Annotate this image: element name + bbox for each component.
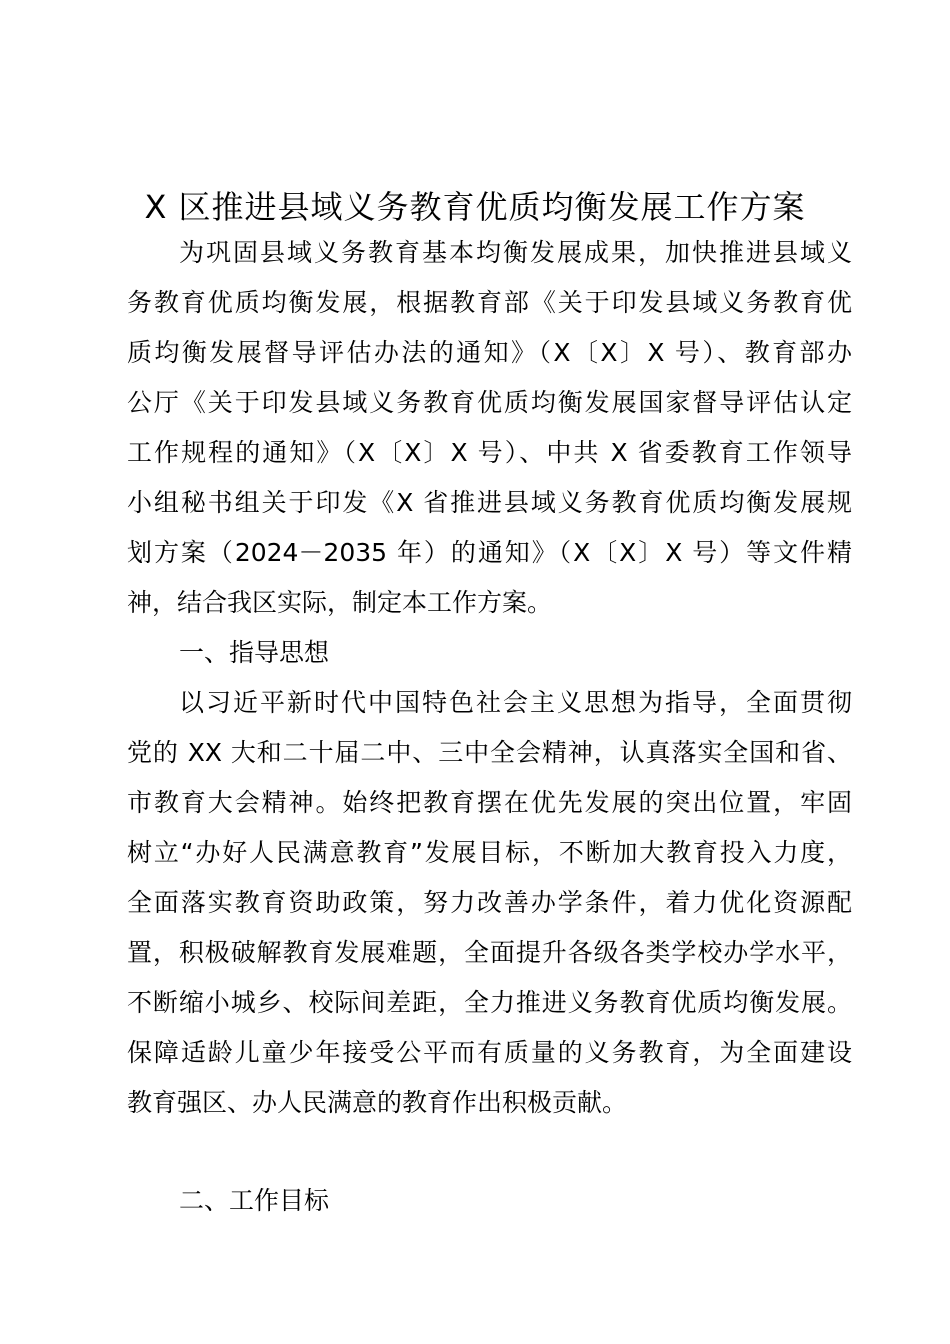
document-body	[127, 228, 852, 1226]
intro-line: 工作规程的通知》（X〔X〕X 号）、中共 X 省委教育工作领导	[127, 438, 852, 467]
paragraph-line: 树立“办好人民满意教育”发展目标，不断加大教育投入力度，	[127, 838, 852, 867]
paragraph-spacing	[127, 1128, 852, 1176]
intro-line: 划方案（2024－2035 年）的通知》（X〔X〕X 号）等文件精	[127, 538, 852, 567]
section-heading-work-goals: 二、工作目标	[179, 1186, 330, 1215]
paragraph-line: 置，积极破解教育发展难题，全面提升各级各类学校办学水平，	[127, 938, 852, 967]
intro-line: 务教育优质均衡发展，根据教育部《关于印发县域义务教育优	[127, 288, 852, 317]
section-heading-guiding-ideology: 一、指导思想	[179, 638, 330, 667]
intro-line: 质均衡发展督导评估办法的通知》（X〔X〕X 号）、教育部办	[127, 338, 852, 367]
paragraph-line: 全面落实教育资助政策，努力改善办学条件，着力优化资源配	[127, 888, 852, 917]
document-title: X 区推进县域义务教育优质均衡发展工作方案	[144, 188, 806, 226]
intro-line: 神，结合我区实际，制定本工作方案。	[127, 588, 553, 617]
paragraph-line: 保障适龄儿童少年接受公平而有质量的义务教育，为全面建设	[127, 1038, 852, 1067]
intro-line: 小组秘书组关于印发《X 省推进县域义务教育优质均衡发展规	[127, 488, 852, 517]
intro-line: 公厅《关于印发县域义务教育优质均衡发展国家督导评估认定	[127, 388, 852, 417]
intro-line: 为巩固县域义务教育基本均衡发展成果，加快推进县域义	[179, 238, 852, 267]
paragraph-line: 不断缩小城乡、校际间差距，全力推进义务教育优质均衡发展。	[127, 988, 852, 1017]
paragraph-line: 市教育大会精神。始终把教育摆在优先发展的突出位置，牢固	[127, 788, 852, 817]
guiding-ideology-paragraph	[127, 678, 852, 1128]
paragraph-line: 党的 XX 大和二十届二中、三中全会精神，认真落实全国和省、	[127, 738, 852, 767]
paragraph-line: 教育强区、办人民满意的教育作出积极贡献。	[127, 1088, 628, 1117]
paragraph-line: 以习近平新时代中国特色社会主义思想为指导，全面贯彻	[179, 688, 852, 717]
intro-paragraph	[127, 228, 852, 628]
